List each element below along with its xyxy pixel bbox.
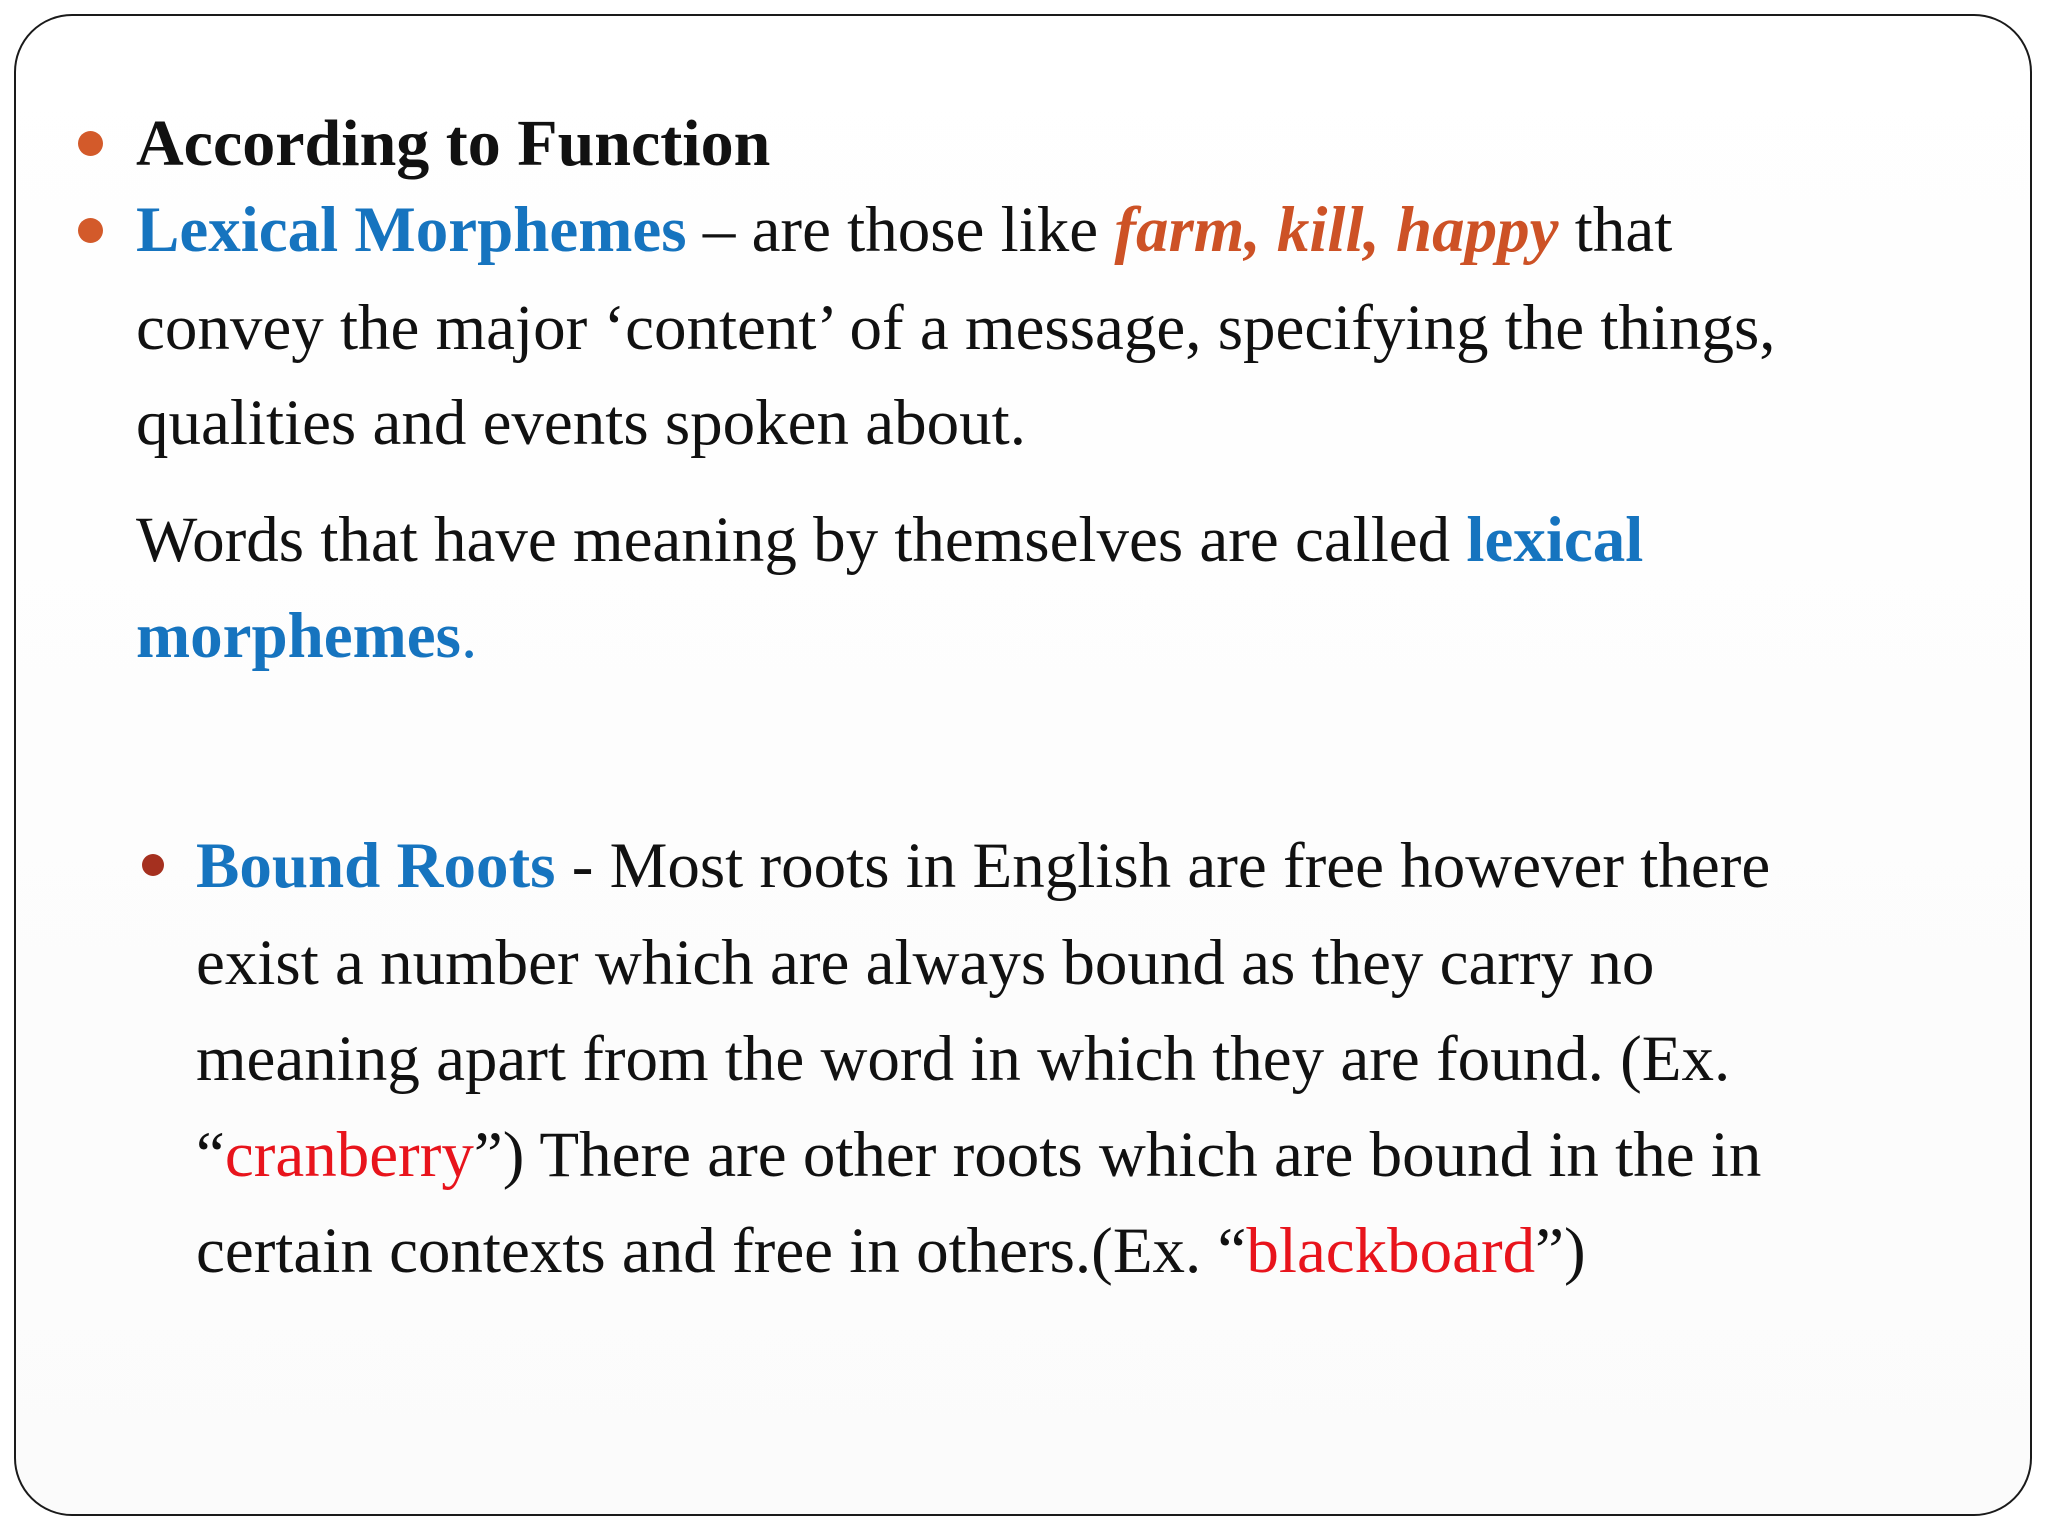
example-cranberry: cranberry	[224, 1119, 474, 1191]
lexical-line-2	[136, 292, 1776, 364]
lexical-intro: – are those like	[686, 194, 1115, 266]
bound-roots-term: Bound Roots	[196, 830, 556, 902]
definition-prefix: Words that have meaning by themselves are called	[136, 504, 1467, 576]
bound-roots-line-2-text: exist a number which are always bound as they carry no	[196, 927, 1655, 999]
bound-roots-line-4	[196, 1119, 1762, 1191]
bound-roots-line-5-text: certain contexts and free in others.(Ex. “	[196, 1215, 1247, 1287]
example-blackboard: blackboard	[1246, 1215, 1536, 1287]
slide-heading	[136, 107, 771, 180]
bound-roots-line-2	[196, 927, 1655, 999]
bound-roots-line-4-text: ”) There are other roots which are bound in the in	[473, 1119, 1762, 1191]
definition-term-part-2: morphemes	[136, 600, 461, 672]
lexical-after-examples: that	[1558, 194, 1673, 266]
bound-roots-line-1	[196, 830, 1771, 902]
lexical-examples: farm, kill, happy	[1114, 194, 1559, 266]
bullet-icon	[78, 218, 103, 243]
definition-period: .	[460, 600, 478, 672]
heading-text: According to Function	[136, 107, 771, 180]
sub-bullet-icon	[142, 854, 164, 876]
bound-roots-line-1-text: - Most roots in English are free however there	[555, 830, 1771, 902]
slide-frame	[14, 14, 2032, 1516]
bound-roots-line-5	[196, 1215, 1586, 1287]
quote-close: ”)	[1535, 1215, 1586, 1287]
quote-open: “	[196, 1119, 225, 1191]
bound-roots-line-3	[196, 1023, 1731, 1095]
lexical-line-3-text: qualities and events spoken about.	[136, 387, 1026, 459]
lexical-line-2-text: convey the major ‘content’ of a message, specifying the things,	[136, 292, 1776, 364]
lexical-definition-line-1	[136, 504, 1644, 576]
bullet-icon	[78, 131, 103, 156]
lexical-line-3	[136, 387, 1026, 459]
lexical-term: Lexical Morphemes	[136, 194, 687, 266]
lexical-line-1	[136, 194, 1673, 266]
lexical-definition-line-2	[136, 600, 478, 672]
bound-roots-line-3-text: meaning apart from the word in which they are found. (Ex.	[196, 1023, 1731, 1095]
definition-term-part-1: lexical	[1466, 504, 1644, 576]
